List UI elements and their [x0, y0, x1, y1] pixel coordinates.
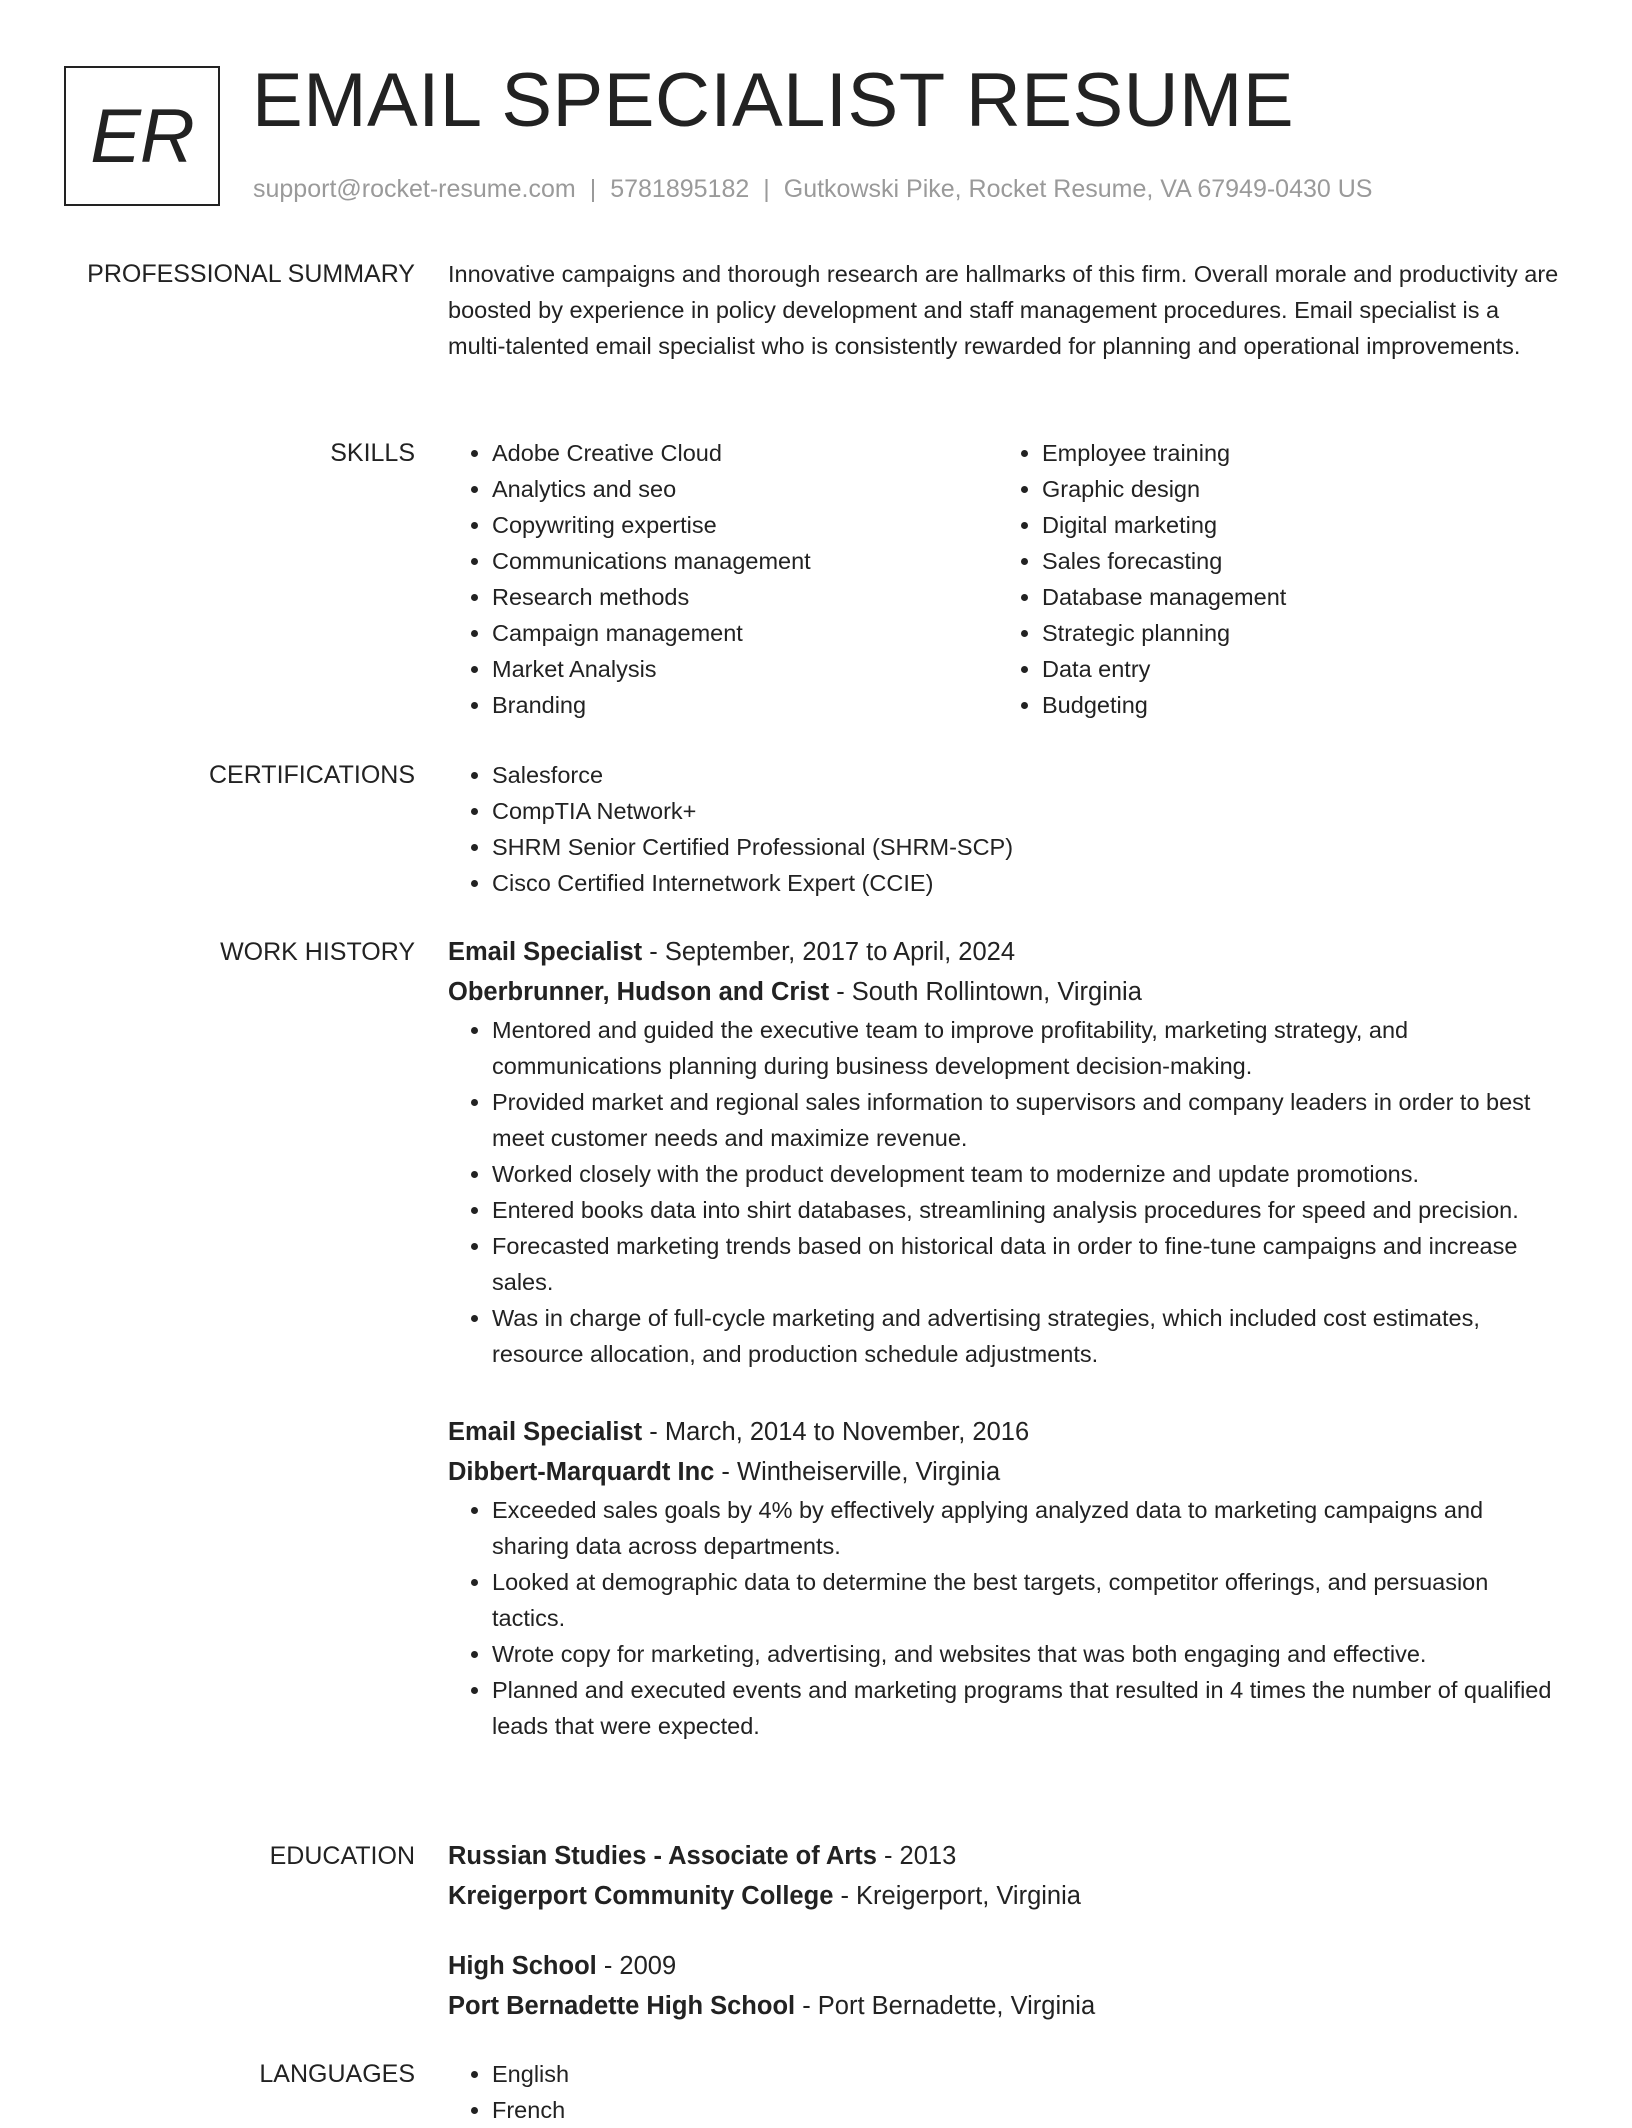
contact-phone: 5781895182 — [610, 175, 750, 203]
job-bullet: • Was in charge of full-cycle marketing and advertising strategies, which included cost estimates, resource allocation, and production schedule adjustments. — [492, 1300, 1560, 1372]
job-bullet: • Looked at demographic data to determine the best targets, competitor offerings, and persuasion tactics. — [492, 1564, 1560, 1636]
skill-item: • Campaign management — [492, 615, 1032, 651]
job-company: Oberbrunner, Hudson and Crist — [448, 978, 830, 1006]
job-bullet: • Mentored and guided the executive team to improve profitability, marketing strategy, and communications planning during business development decision-making. — [492, 1012, 1560, 1084]
skill-item: • Communications management — [492, 543, 1032, 579]
section-label-skills: SKILLS — [330, 439, 415, 467]
section-label-education: EDUCATION — [269, 1842, 415, 1870]
job-location: - Wintheiserville, Virginia — [714, 1458, 1001, 1486]
contact-line — [253, 172, 1372, 206]
skill-item: • Analytics and seo — [492, 471, 1032, 507]
certification-item: • Salesforce — [492, 757, 1560, 793]
job-bullets — [448, 1492, 1560, 1744]
job-company-line — [448, 972, 1560, 1012]
contact-email: support@rocket-resume.com — [253, 175, 576, 203]
language-item: • French — [492, 2092, 1560, 2128]
education-body — [448, 1836, 1560, 2056]
skills-list-left — [448, 435, 1032, 723]
summary-body — [448, 256, 1560, 364]
skill-item: • Database management — [1042, 579, 1582, 615]
section-label-summary: PROFESSIONAL SUMMARY — [87, 260, 415, 288]
job-dates: - March, 2014 to November, 2016 — [642, 1418, 1030, 1446]
skill-item: • Market Analysis — [492, 651, 1032, 687]
education-school: Kreigerport Community College — [448, 1882, 834, 1910]
job-bullet: • Forecasted marketing trends based on historical data in order to fine-tune campaigns and increase sales. — [492, 1228, 1560, 1300]
job-location: - South Rollintown, Virginia — [829, 978, 1142, 1006]
work-history-body — [448, 932, 1560, 1784]
languages-body — [448, 2056, 1560, 2128]
skill-item: • Budgeting — [1042, 687, 1582, 723]
skills-list-right — [998, 435, 1582, 723]
education-year: - 2013 — [876, 1842, 957, 1870]
certification-item: • CompTIA Network+ — [492, 793, 1560, 829]
summary-text: Innovative campaigns and thorough research are hallmarks of this firm. Overall morale and productivity are boosted by experience in policy development and staff management procedures. Email specialist is a multi-talented email specialist who is consistently rewarded for planning and operational improvements. — [448, 261, 1559, 359]
certifications-body — [448, 757, 1560, 901]
contact-separator: | — [589, 175, 597, 203]
certifications-list — [448, 757, 1560, 901]
skill-item: • Graphic design — [1042, 471, 1582, 507]
job-company-line — [448, 1452, 1560, 1492]
language-item: • English — [492, 2056, 1560, 2092]
contact-address: Gutkowski Pike, Rocket Resume, VA 67949-0430 US — [783, 175, 1373, 203]
monogram: ER — [64, 66, 220, 206]
languages-list — [448, 2056, 1560, 2128]
job-title-line — [448, 932, 1560, 972]
education-school: Port Bernadette High School — [448, 1992, 796, 2020]
education-location: - Kreigerport, Virginia — [833, 1882, 1081, 1910]
job-bullet: • Exceeded sales goals by 4% by effectively applying analyzed data to marketing campaigns and sharing data across departments. — [492, 1492, 1560, 1564]
skill-item: • Digital marketing — [1042, 507, 1582, 543]
job-title-line — [448, 1412, 1560, 1452]
job-bullets — [448, 1012, 1560, 1372]
skill-item: • Branding — [492, 687, 1032, 723]
skill-item: • Adobe Creative Cloud — [492, 435, 1032, 471]
certification-item: • Cisco Certified Internetwork Expert (CCIE) — [492, 865, 1560, 901]
section-label-certifications: CERTIFICATIONS — [208, 761, 415, 789]
education-entry — [448, 1946, 1560, 2026]
education-degree: High School — [448, 1952, 597, 1980]
job-bullet: • Wrote copy for marketing, advertising, and websites that was both engaging and effective. — [492, 1636, 1560, 1672]
job-bullet: • Worked closely with the product development team to modernize and update promotions. — [492, 1156, 1560, 1192]
skill-item: • Employee training — [1042, 435, 1582, 471]
education-entry — [448, 1836, 1560, 1916]
education-degree-line — [448, 1946, 1560, 1986]
job-bullet: • Entered books data into shirt databases, streamlining analysis procedures for speed and precision. — [492, 1192, 1560, 1228]
job-bullet: • Provided market and regional sales information to supervisors and company leaders in order to best meet customer needs and maximize revenue. — [492, 1084, 1560, 1156]
education-degree-line — [448, 1836, 1560, 1876]
job-entry — [448, 1412, 1560, 1744]
skills-body — [448, 435, 1560, 725]
skill-item: • Data entry — [1042, 651, 1582, 687]
education-location: - Port Bernadette, Virginia — [795, 1992, 1096, 2020]
skill-item: • Sales forecasting — [1042, 543, 1582, 579]
education-school-line — [448, 1876, 1560, 1916]
certification-item: • SHRM Senior Certified Professional (SHRM-SCP) — [492, 829, 1560, 865]
contact-separator: | — [763, 175, 770, 203]
job-bullet: • Planned and executed events and marketing programs that resulted in 4 times the number of qualified leads that were expected. — [492, 1672, 1560, 1744]
section-label-languages: LANGUAGES — [259, 2060, 415, 2088]
skill-item: • Copywriting expertise — [492, 507, 1032, 543]
education-year: - 2009 — [596, 1952, 677, 1980]
education-school-line — [448, 1986, 1560, 2026]
job-dates: - September, 2017 to April, 2024 — [642, 938, 1016, 966]
job-entry — [448, 932, 1560, 1372]
resume-title: EMAIL SPECIALIST RESUME — [252, 58, 1295, 143]
section-label-work-history: WORK HISTORY — [220, 938, 415, 966]
skills-columns — [448, 435, 1560, 725]
skill-item: • Strategic planning — [1042, 615, 1582, 651]
job-title: Email Specialist — [448, 1418, 643, 1446]
job-company: Dibbert-Marquardt Inc — [448, 1458, 715, 1486]
skill-item: • Research methods — [492, 579, 1032, 615]
education-degree: Russian Studies - Associate of Arts — [448, 1842, 877, 1870]
job-title: Email Specialist — [448, 938, 643, 966]
